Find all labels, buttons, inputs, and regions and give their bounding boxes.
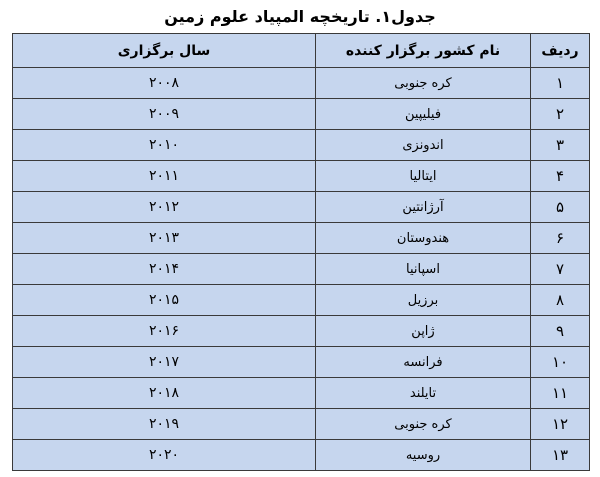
table-row xyxy=(13,409,590,440)
row-number-cell: ۴ xyxy=(531,161,590,192)
year-cell: ۲۰۰۸ xyxy=(13,68,316,99)
country-cell: ژاپن xyxy=(316,316,531,347)
country-cell: هندوستان xyxy=(316,223,531,254)
table-header-row xyxy=(13,34,590,68)
table-row xyxy=(13,99,590,130)
year-cell: ۲۰۱۶ xyxy=(13,316,316,347)
table-row xyxy=(13,223,590,254)
table-row xyxy=(13,440,590,471)
row-number-cell: ۵ xyxy=(531,192,590,223)
row-number-cell: ۱۱ xyxy=(531,378,590,409)
row-number-cell: ۱۰ xyxy=(531,347,590,378)
year-cell: ۲۰۱۸ xyxy=(13,378,316,409)
table-row xyxy=(13,254,590,285)
row-number-cell: ۳ xyxy=(531,130,590,161)
row-number-cell: ۲ xyxy=(531,99,590,130)
country-cell: ایتالیا xyxy=(316,161,531,192)
table-row xyxy=(13,192,590,223)
header-host-country: نام کشور برگزار کننده xyxy=(316,34,531,68)
table-row xyxy=(13,68,590,99)
year-cell: ۲۰۰۹ xyxy=(13,99,316,130)
year-cell: ۲۰۱۱ xyxy=(13,161,316,192)
country-cell: کره جنوبی xyxy=(316,409,531,440)
year-cell: ۲۰۱۵ xyxy=(13,285,316,316)
row-number-cell: ۷ xyxy=(531,254,590,285)
year-cell: ۲۰۱۴ xyxy=(13,254,316,285)
country-cell: روسیه xyxy=(316,440,531,471)
country-cell: فرانسه xyxy=(316,347,531,378)
country-cell: کره جنوبی xyxy=(316,68,531,99)
year-cell: ۲۰۲۰ xyxy=(13,440,316,471)
table-row xyxy=(13,378,590,409)
year-cell: ۲۰۱۲ xyxy=(13,192,316,223)
year-cell: ۲۰۱۹ xyxy=(13,409,316,440)
olympiad-history-table xyxy=(12,33,590,471)
header-year: سال برگزاری xyxy=(13,34,316,68)
table-row xyxy=(13,347,590,378)
country-cell: اسپانیا xyxy=(316,254,531,285)
table-row xyxy=(13,316,590,347)
country-cell: فیلیپین xyxy=(316,99,531,130)
table-caption: جدول۱. تاریخچه المپیاد علوم زمین xyxy=(164,7,436,26)
olympiad-history-table-container xyxy=(12,33,590,471)
country-cell: اندونزی xyxy=(316,130,531,161)
row-number-cell: ۶ xyxy=(531,223,590,254)
row-number-cell: ۹ xyxy=(531,316,590,347)
table-row xyxy=(13,130,590,161)
year-cell: ۲۰۱۳ xyxy=(13,223,316,254)
row-number-cell: ۱۲ xyxy=(531,409,590,440)
country-cell: آرژانتین xyxy=(316,192,531,223)
country-cell: برزیل xyxy=(316,285,531,316)
table-row xyxy=(13,161,590,192)
row-number-cell: ۸ xyxy=(531,285,590,316)
table-row xyxy=(13,285,590,316)
year-cell: ۲۰۱۷ xyxy=(13,347,316,378)
row-number-cell: ۱ xyxy=(531,68,590,99)
header-row-number: ردیف xyxy=(531,34,590,68)
country-cell: تایلند xyxy=(316,378,531,409)
year-cell: ۲۰۱۰ xyxy=(13,130,316,161)
row-number-cell: ۱۳ xyxy=(531,440,590,471)
